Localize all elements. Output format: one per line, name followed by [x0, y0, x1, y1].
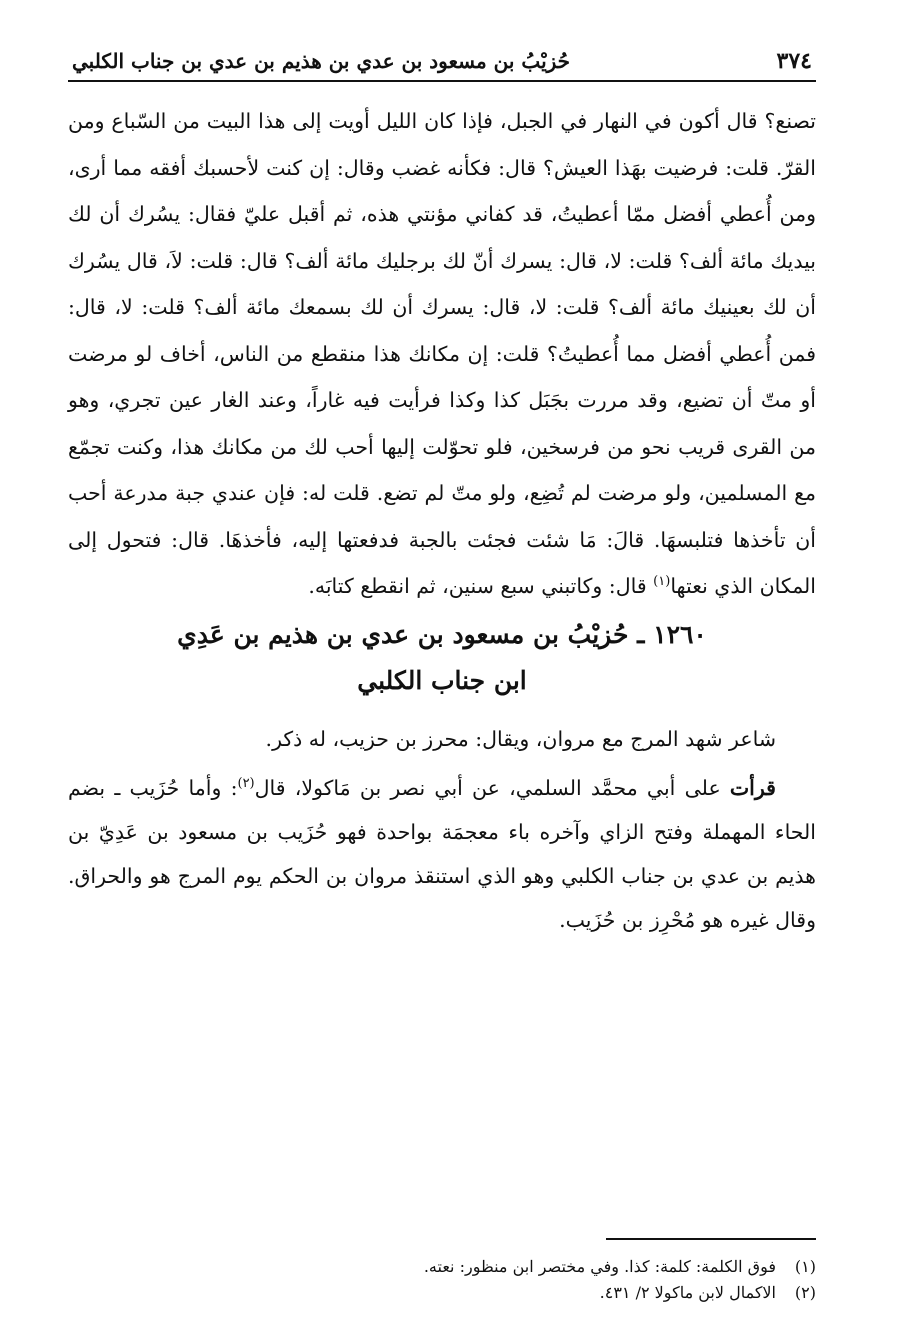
main-text: [68, 98, 816, 610]
paragraph-tail: قال: وكاتبني سبع سنين، ثم انقطع كتابَه.: [308, 574, 654, 598]
running-title: حُزيْبُ بن مسعود بن عدي بن هذيم بن عدي بن جناب الكلبي: [72, 49, 571, 73]
continued-paragraph: [68, 98, 816, 610]
entry-body-part-1: على أبي محمَّد السلمي، عن أبي نصر بن مَاكولا، قال: [254, 775, 730, 800]
entry-heading: [68, 612, 816, 704]
footnote-text: الاكمال لابن ماكولا ٢/ ٤٣١.: [599, 1283, 776, 1302]
footnote-divider: [606, 1238, 816, 1240]
footnotes: [68, 1238, 816, 1306]
book-page: [68, 48, 816, 1302]
entry-body: [68, 766, 816, 942]
footnote-number: (٢): [794, 1283, 816, 1302]
footnote-ref-2[interactable]: (٢): [237, 775, 255, 791]
entry-body-part-2: : وأما حُزَيب ـ بضم الحاء المهملة وفتح الزاي وآخره باء معجمَة بواحدة فهو حُزَيب بن مسعود بن عَدِيّ بن هذيم بن عدي بن جناب الكلبي وهو الذي استنقذ مروان بن الحكم يوم المرج هو والحراق. وقال غيره هو مُحْرِز بن حُزَيب.: [68, 775, 816, 932]
footnote-ref-1[interactable]: (١): [653, 574, 671, 590]
entry-lead-word: قرأت: [729, 775, 776, 800]
running-head: [68, 48, 816, 82]
entry-heading-line-2: ابن جناب الكلبي: [357, 665, 527, 695]
footnote-1: [68, 1254, 816, 1280]
page-number: ٣٧٤: [776, 48, 812, 74]
entry-intro: شاعر شهد المرج مع مروان، ويقال: محرز بن حزيب، له ذكر.: [265, 726, 776, 751]
entry-heading-line-1: ١٢٦٠ ـ حُزيْبُ بن مسعود بن عدي بن هذيم بن عَدِي: [177, 619, 707, 649]
footnote-text: فوق الكلمة: كلمة: كذا. وفي مختصر ابن منظور: نعته.: [423, 1257, 776, 1276]
footnote-2: [68, 1280, 816, 1306]
paragraph-text: تصنع؟ قال أكون في النهار في الجبل، فإذا كان الليل أويت إلى هذا البيت من السّباع ومن القرّ. قلت: فرضيت بهَذا العيش؟ قال: فكأنه غضب وقال: إن كنت لأحسبك أفقه مما أرى، ومن أُعطي أفضل ممّا أعطيتُ، قد كفاني مؤنتي هذه، ثم أقبل عليّ فقال: يسُرك أن لك بيديك مائة ألف؟ قلت: لا، قال: يسرك أنّ لك برجليك مائة ألف؟ قال: قلت: لاَ، قال يسُرك أن لك بعينيك مائة ألف؟ قلت: لا، قال: يسرك أن لك بسمعك مائة ألف؟ قلت: لا، قال: فمن أُعطي أفضل مما أُعطيتُ؟ قلت: إن مكانك هذا منقطع من الناس، أخاف لو مرضت أو متّ أن تضيع، وقد مررت بجَبَل كذا وكذا فرأيت فيه غاراً، وعند الغار عين تجري، وهو من القرى قريب نحو من فرسخين، فلو تحوّلت إليها أحب لك من مكانك هذا، وكنت تجمّع مع المسلمين، ولو مرضت لم تُضِع، ولو متّ لم تضع. قلت له: فإن عندي جبة مدرعة أحب أن تأخذها فتلبسهَا. قالَ: مَا شئت فجئت بالجبة فدفعتها إليه، فأخذهَا. قال: فتحول إلى المكان الذي نعتها: [68, 109, 816, 598]
footnote-number: (١): [794, 1257, 816, 1276]
